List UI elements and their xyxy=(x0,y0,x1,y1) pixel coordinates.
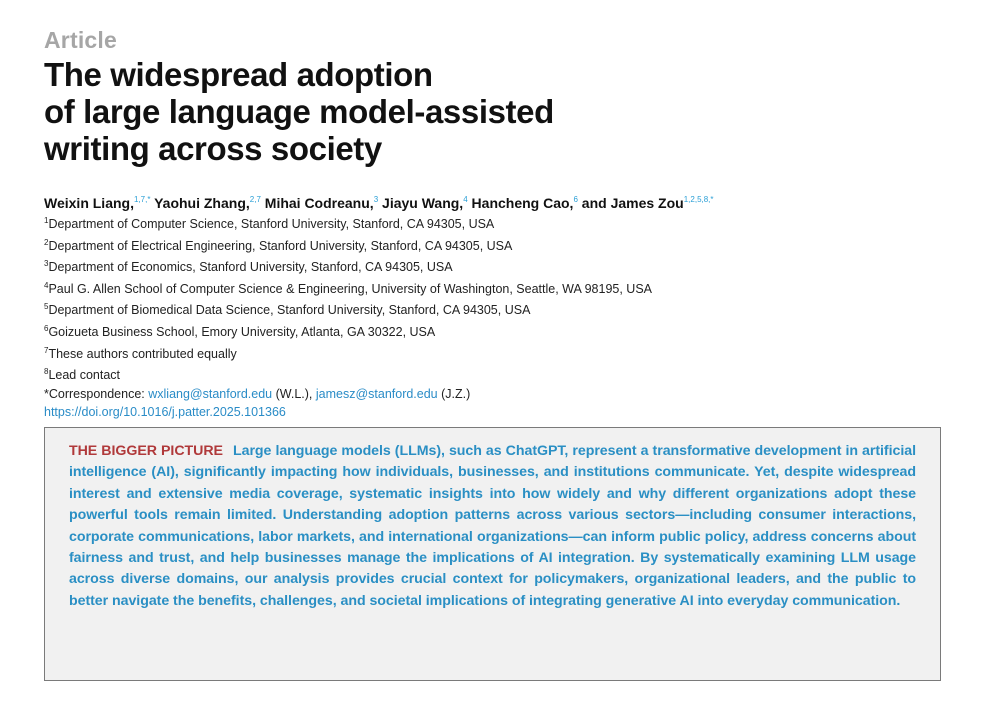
doi-link[interactable]: https://doi.org/10.1016/j.patter.2025.101366 xyxy=(44,405,286,420)
article-type-label: Article xyxy=(44,27,117,53)
article-title xyxy=(44,56,954,167)
affiliation-item xyxy=(44,342,954,364)
author-name: Yaohui Zhang, xyxy=(154,195,250,211)
affiliation-number: 2 xyxy=(44,237,49,247)
author-affiliation-marker[interactable]: 1,2,5,8,* xyxy=(683,195,714,204)
author-name: Hancheng Cao, xyxy=(471,195,574,211)
affiliation-number: 7 xyxy=(44,345,49,355)
author-name: Jiayu Wang, xyxy=(382,195,464,211)
affiliation-number: 4 xyxy=(44,280,49,290)
email-link-jz[interactable]: jamesz@stanford.edu xyxy=(315,386,438,401)
affiliation-item xyxy=(44,320,954,342)
affiliation-text: Department of Economics, Stanford University, Stanford, CA 94305, USA xyxy=(48,260,453,275)
author-affiliation-marker[interactable]: 1,7,* xyxy=(133,195,151,204)
affiliation-text: Department of Biomedical Data Science, Stanford University, Stanford, CA 94305, USA xyxy=(48,303,531,318)
affiliation-item xyxy=(44,298,954,320)
affiliation-item xyxy=(44,212,954,234)
affiliation-item xyxy=(44,255,954,277)
affiliation-text: Lead contact xyxy=(48,368,121,383)
affiliation-text: Department of Electrical Engineering, Stanford University, Stanford, CA 94305, USA xyxy=(48,238,513,253)
bigger-picture-box xyxy=(44,427,941,681)
affiliation-number: 8 xyxy=(44,367,49,377)
affiliation-number: 1 xyxy=(44,216,49,225)
title-line: of large language model-assisted xyxy=(44,93,554,130)
affiliation-text: Department of Computer Science, Stanford University, Stanford, CA 94305, USA xyxy=(48,217,495,231)
affiliation-item xyxy=(44,234,954,256)
title-line: writing across society xyxy=(44,130,382,167)
affiliation-number: 6 xyxy=(44,323,49,333)
correspondence-line xyxy=(44,385,954,404)
affiliation-text: Paul G. Allen School of Computer Science & Engineering, University of Washington, Seattle, WA 98195, USA xyxy=(48,281,653,296)
affiliation-number: 3 xyxy=(44,259,49,269)
bigger-picture-paragraph xyxy=(69,441,916,612)
affiliation-item xyxy=(44,363,954,385)
affiliation-list xyxy=(44,212,954,422)
correspondence-initials: (J.Z.) xyxy=(437,386,471,401)
author-name: Weixin Liang, xyxy=(44,195,134,211)
author-affiliation-marker[interactable]: 4 xyxy=(463,195,468,204)
article-header xyxy=(44,26,954,422)
title-line: The widespread adoption xyxy=(44,56,433,93)
affiliation-text: Goizueta Business School, Emory University, Atlanta, GA 30322, USA xyxy=(48,324,436,339)
affiliation-number: 5 xyxy=(44,302,49,312)
correspondence-initials: (W.L.), xyxy=(272,386,316,401)
author-affiliation-marker[interactable]: 6 xyxy=(573,195,578,204)
email-link-wl[interactable]: wxliang@stanford.edu xyxy=(148,386,273,401)
correspondence-prefix: *Correspondence: xyxy=(44,386,149,401)
author-affiliation-marker[interactable]: 3 xyxy=(373,195,379,204)
affiliation-text: These authors contributed equally xyxy=(48,346,237,361)
author-affiliation-marker[interactable]: 2,7 xyxy=(249,195,261,204)
bigger-picture-text: Large language models (LLMs), such as ChatGPT, represent a transformative development in artificial intelligence (AI), significantly impacting how individuals, businesses, and institutions communicate. Yet, despite widespread interest and extensive media coverage, systematic insights into how widely and why different organizations adopt these powerful tools remain limited. Understanding adoption patterns across various sectors—including consumer interactions, corporate communications, labor markets, and international organizations—can inform public policy, address concerns about fairness and trust, and help businesses manage the implications of AI integration. By systematically examining LLM usage across diverse domains, our analysis provides crucial context for policymakers, organizational leaders, and the public to better navigate the benefits, challenges, and societal implications of integrating generative AI into everyday communication. xyxy=(69,443,916,609)
author-name: Mihai Codreanu, xyxy=(264,195,374,211)
author-list xyxy=(44,191,954,212)
affiliation-item xyxy=(44,277,954,299)
author-name: and James Zou xyxy=(581,195,684,211)
bigger-picture-label: THE BIGGER PICTURE xyxy=(69,443,223,459)
